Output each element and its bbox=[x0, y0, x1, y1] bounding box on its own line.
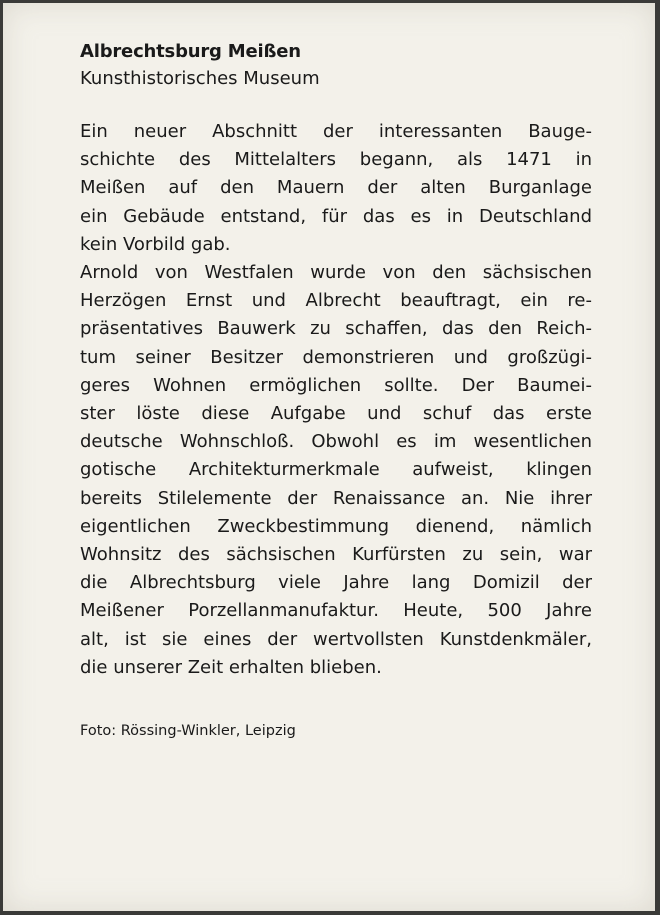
body-line: schichte des Mittelalters begann, als 1471 in bbox=[80, 149, 592, 171]
body-line: bereits Stilelemente der Renaissance an. Nie ihrer bbox=[80, 487, 592, 509]
body-line: Arnold von Westfalen wurde von den sächsischen bbox=[80, 262, 592, 284]
body-line: eigentlichen Zweckbestimmung dienend, nämlich bbox=[80, 515, 592, 537]
photo-credit: Foto: Rössing-Winkler, Leipzig bbox=[80, 723, 296, 739]
body-line: gotische Architekturmerkmale aufweist, klingen bbox=[80, 459, 592, 481]
body-line: geres Wohnen ermöglichen sollte. Der Baumei- bbox=[80, 374, 592, 396]
body-line: Meißen auf den Mauern der alten Burganlage bbox=[80, 177, 592, 199]
body-line: präsentatives Bauwerk zu schaffen, das den Reich- bbox=[80, 318, 592, 340]
body-line: Wohnsitz des sächsischen Kurfürsten zu sein, war bbox=[80, 544, 592, 566]
body-line: ster löste diese Aufgabe und schuf das erste bbox=[80, 403, 592, 425]
card-title: Albrechtsburg Meißen bbox=[80, 41, 301, 62]
body-line: alt, ist sie eines der wertvollsten Kunstdenkmäler, bbox=[80, 628, 592, 650]
body-paragraph bbox=[80, 118, 592, 682]
body-line: deutsche Wohnschloß. Obwohl es im wesentlichen bbox=[80, 431, 592, 453]
postcard-back bbox=[3, 3, 655, 911]
body-line: Meißener Porzellanmanufaktur. Heute, 500 Jahre bbox=[80, 600, 592, 622]
card-subtitle: Kunsthistorisches Museum bbox=[80, 68, 320, 89]
body-line: Herzögen Ernst und Albrecht beauftragt, ein re- bbox=[80, 290, 592, 312]
body-line: Ein neuer Abschnitt der interessanten Bauge- bbox=[80, 121, 592, 142]
body-line: die Albrechtsburg viele Jahre lang Domizil der bbox=[80, 572, 592, 594]
text-block bbox=[80, 39, 592, 682]
body-line: die unserer Zeit erhalten blieben. bbox=[80, 656, 382, 678]
body-line: kein Vorbild gab. bbox=[80, 233, 231, 255]
body-line: ein Gebäude entstand, für das es in Deutschland bbox=[80, 205, 592, 227]
body-line: tum seiner Besitzer demonstrieren und großzügi- bbox=[80, 346, 592, 368]
